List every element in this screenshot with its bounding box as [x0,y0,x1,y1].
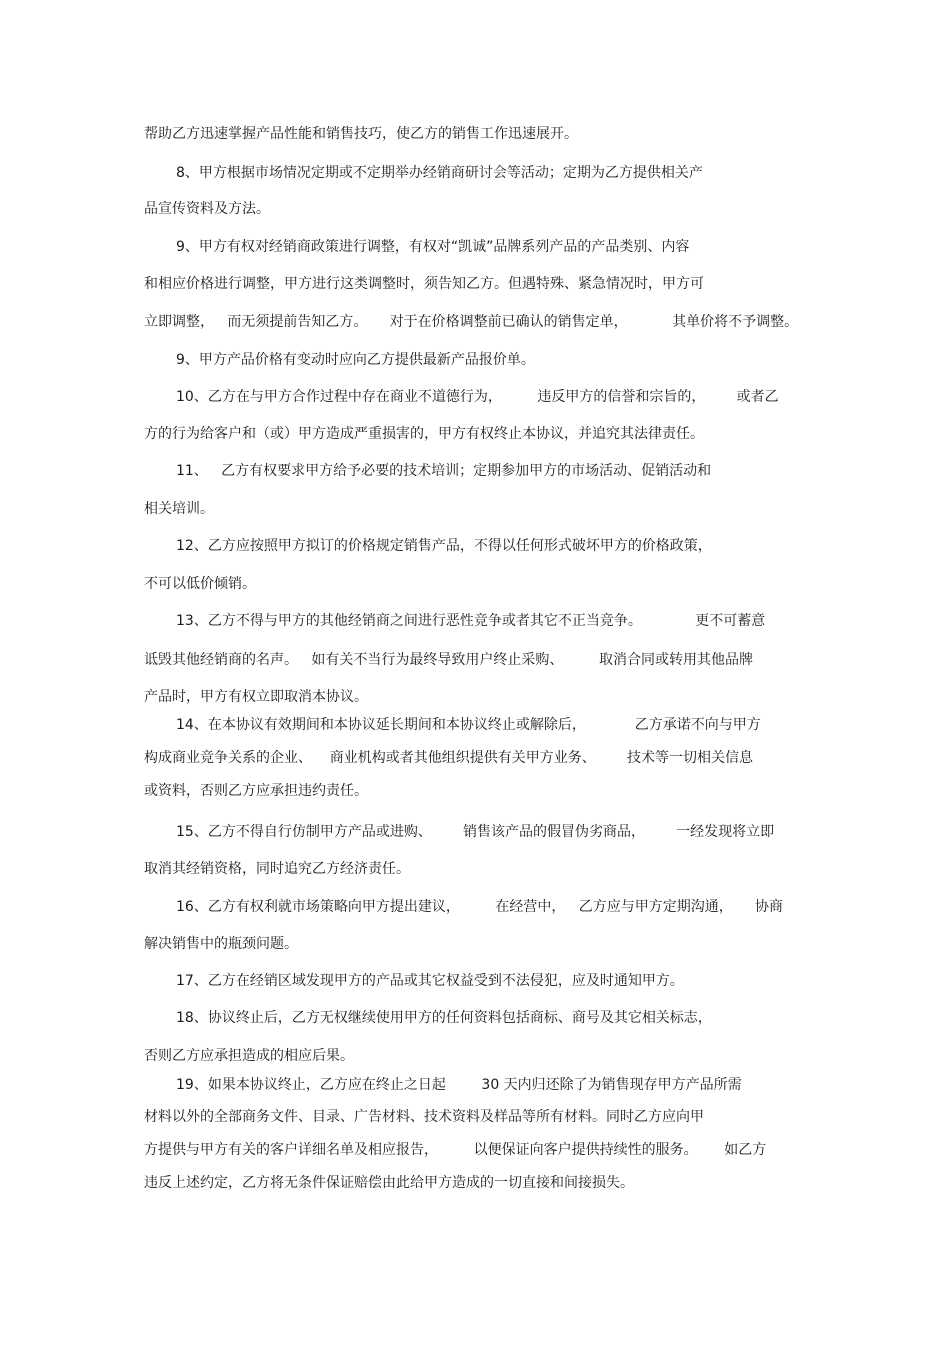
text-line: 14、在本协议有效期间和本协议延长期间和本协议终止或解除后， 乙方承诺不向与甲方 [176,717,761,733]
text-line: 12、乙方应按照甲方拟订的价格规定销售产品，不得以任何形式破坏甲方的价格政策， [176,538,712,554]
text-line: 11、 乙方有权要求甲方给予必要的技术培训；定期参加甲方的市场活动、促销活动和 [176,463,712,479]
text-line: 或资料，否则乙方应承担违约责任。 [144,783,368,799]
text-line: 相关培训。 [144,501,214,517]
text-line: 13、乙方不得与甲方的其他经销商之间进行恶性竞争或者其它不正当竞争。 更不可蓄意 [176,613,766,629]
text-line: 17、乙方在经销区域发现甲方的产品或其它权益受到不法侵犯，应及时通知甲方。 [176,973,684,989]
text-line: 材料以外的全部商务文件、目录、广告材料、技术资料及样品等所有材料。同时乙方应向甲 [144,1109,704,1125]
text-line: 8、甲方根据市场情况定期或不定期举办经销商研讨会等活动；定期为乙方提供相关产 [176,165,703,181]
text-line: 16、乙方有权利就市场策略向甲方提出建议， 在经营中， 乙方应与甲方定期沟通， 协商 [176,899,784,915]
text-line: 产品时，甲方有权立即取消本协议。 [144,689,368,705]
text-line: 方的行为给客户和（或）甲方造成严重损害的，甲方有权终止本协议，并追究其法律责任。 [144,426,704,442]
text-line: 18、协议终止后，乙方无权继续使用甲方的任何资料包括商标、商号及其它相关标志， [176,1010,712,1026]
text-line: 否则乙方应承担造成的相应后果。 [144,1048,354,1064]
text-line: 15、乙方不得自行仿制甲方产品或进购、 销售该产品的假冒伪劣商品， 一经发现将立即 [176,824,775,840]
text-line: 方提供与甲方有关的客户详细名单及相应报告， 以便保证向客户提供持续性的服务。 如乙方 [144,1142,767,1158]
text-line: 品宣传资料及方法。 [144,201,270,217]
text-line: 9、甲方有权对经销商政策进行调整，有权对“凯诚”品牌系列产品的产品类别、内容 [176,239,690,255]
text-line: 取消其经销资格，同时追究乙方经济责任。 [144,861,410,877]
text-line: 不可以低价倾销。 [144,576,256,592]
text-line: 10、乙方在与甲方合作过程中存在商业不道德行为， 违反甲方的信誉和宗旨的， 或者乙 [176,389,779,405]
text-line: 诋毁其他经销商的名声。 如有关不当行为最终导致用户终止采购、 取消合同或转用其他品牌 [144,652,753,668]
text-line: 解决销售中的瓶颈问题。 [144,936,298,952]
text-line: 构成商业竞争关系的企业、 商业机构或者其他组织提供有关甲方业务、 技术等一切相关信息 [144,750,753,766]
text-line: 和相应价格进行调整，甲方进行这类调整时，须告知乙方。但遇特殊、紧急情况时，甲方可 [144,276,704,292]
text-line: 帮助乙方迅速掌握产品性能和销售技巧，使乙方的销售工作迅速展开。 [144,126,578,142]
text-line: 违反上述约定，乙方将无条件保证赔偿由此给甲方造成的一切直接和间接损失。 [144,1175,634,1191]
text-line: 立即调整， 而无须提前告知乙方。 对于在价格调整前已确认的销售定单， 其单价将不予调整。 [144,314,799,330]
text-line: 9、甲方产品价格有变动时应向乙方提供最新产品报价单。 [176,352,535,368]
text-line: 19、如果本协议终止，乙方应在终止之日起 30 天内归还除了为销售现存甲方产品所需 [176,1077,742,1093]
